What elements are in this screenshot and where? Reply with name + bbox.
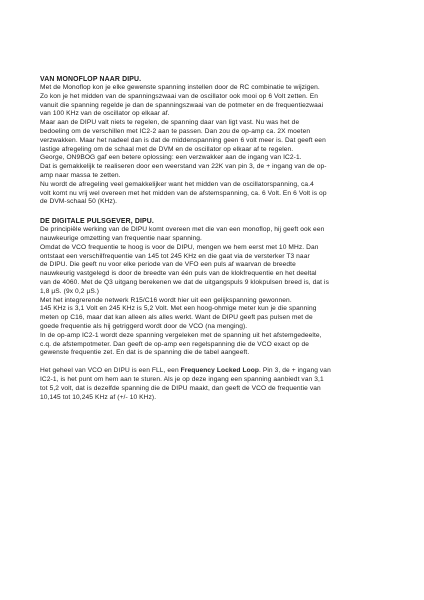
text-line: de DVM-schaal 50 (KHz).	[40, 198, 118, 206]
text-run-bold: Frequency Locked Loop	[180, 367, 259, 375]
text-line: George, ON9BOG gaf een betere oplossing: een verzwakker aan de ingang van IC2-1.	[40, 154, 302, 162]
text-line: 1,8 µS. (9x 0,2 µS.)	[40, 287, 100, 295]
text-line: 145 KHz is 3,1 Volt en 245 KHz is 5,2 Volt. Met een hoog-ohmige meter kun je die spanning	[40, 305, 317, 313]
text-line: van de 4060. Met de Q3 uitgang berekenen we dat de uitgangspuls 9 klokpulsen breed is, dat is	[40, 278, 329, 286]
text-line: meten op C16, maar dat kan alleen als alles werkt. Want de DIPU geeft pas pulsen met de	[40, 314, 313, 322]
text-line: Met de Monoflop kon je elke gewenste spanning instellen door de RC combinatie te wijzigen.	[40, 84, 320, 91]
text-line: Met het integrerende netwerk R15/C16 wordt hier uit een gelijkspanning gewonnen.	[40, 296, 292, 304]
text-line: van 100 KHz van de oscillator op elkaar af.	[40, 110, 170, 118]
text-line: vanuit die spanning regelde je dan de spanningszwaai van de potmeter en de frequentiezwaai	[40, 101, 324, 109]
text-line: goede frequentie als hij getriggerd wordt door de VCO (na menging).	[40, 322, 248, 330]
document-page	[40, 75, 390, 402]
text-line: volt komt nu vrij wel overeen met het midden van de afstemspanning, ca. 6 Volt. En 6 Volt is op	[40, 189, 327, 197]
text-line: Maar aan de DIPU valt niets te regelen, de spanning daar van ligt vast. Nu was het de	[40, 119, 300, 127]
text-line: lastige afregeling om de schaal met de DVM en de oscillator op elkaar af te regelen.	[40, 145, 294, 153]
section-body-monoflop	[40, 84, 390, 207]
text-line: ontstaat een verschilfrequentie van 145 tot 245 KHz en die gaat via de versterker T3 naar	[40, 252, 310, 260]
paragraph-fll	[40, 367, 390, 402]
text-run: . Pin 3, de + ingang van	[258, 367, 331, 375]
text-line: In de op-amp IC2-1 wordt deze spanning vergeleken met de spanning uit het afstemgedeelte,	[40, 331, 322, 339]
text-line: verzwakken. Maar het nadeel dan is dat de middenspanning geen 6 volt meer is. Dat geeft een	[40, 136, 326, 144]
text-line: nauwkeurig vastgelegd is door de breedte van één puls van de klokfrequentie en het deeltal	[40, 270, 317, 278]
section-title-monoflop: VAN MONOFLOP NAAR DIPU.	[40, 76, 142, 83]
section-title-dipu: DE DIGITALE PULSGEVER, DIPU.	[40, 218, 154, 226]
text-line: nauwkeurige omzetting van frequentie naar spanning.	[40, 234, 202, 242]
section-spacer	[40, 358, 390, 367]
section-body-dipu	[40, 226, 390, 358]
text-line: bedoeling om de verschillen met IC2-2 aan te passen. Dan zou de op-amp ca. 2X moeten	[40, 127, 311, 135]
text-run: Het geheel van VCO en DIPU is een FLL, een	[40, 367, 181, 375]
text-line: Zo kon je het midden van de spanningszwaai van de oscillator ook mooi op 6 Volt zetten. En	[40, 92, 319, 100]
text-line: 10,145 tot 10,245 KHz af (+/- 10 KHz).	[40, 393, 157, 401]
text-line: Dat is gemakkelijk te realiseren door een weerstand van 22K van pin 3, de + ingang van de op-	[40, 163, 327, 171]
text-line: amp naar massa te zetten.	[40, 171, 121, 179]
text-line: de DIPU. Die geeft nu voor elke periode van de VFO een puls af waarvan de breedte	[40, 261, 296, 269]
text-line: c.q. de afstempotmeter. Dan geeft de op-amp een regelspanning die de VCO exact op de	[40, 340, 310, 348]
text-line: Omdat de VCO frequentie te hoog is voor de DIPU, mengen we hem eerst met 10 MHz. Dan	[40, 243, 319, 251]
text-line: IC2-1, is het punt om hem aan te sturen. Als je op deze ingang een spanning aanbiedt van 3,1	[40, 375, 324, 383]
text-line	[40, 367, 390, 376]
text-line: Nu wordt de afregeling veel gemakkelijker want het midden van de oscillatorspanning, ca.4	[40, 180, 314, 188]
text-line: tot 5,2 volt, dat is dezelfde spanning die de DIPU maakt, dan geeft de VCO de frequentie van	[40, 384, 321, 392]
text-line: gewenste frequentie zet. En dat is de spanning die de tabel aangeeft.	[40, 349, 250, 357]
section-spacer	[40, 207, 390, 217]
text-line: De principiële werking van de DIPU komt overeen met die van een monoflop, hij geeft ook een	[40, 226, 325, 234]
